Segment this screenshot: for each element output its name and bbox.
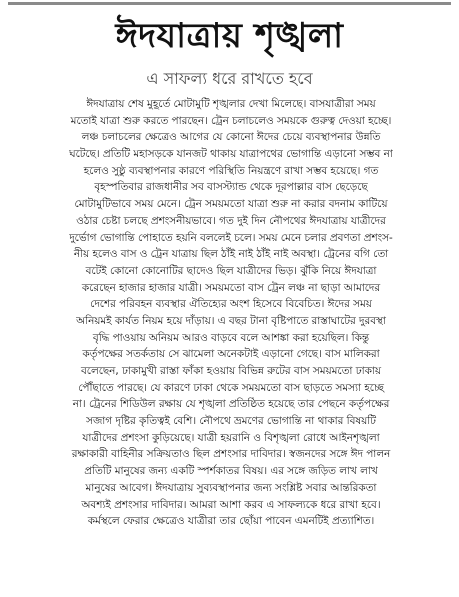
body-line: অনিয়মই কার্যত নিয়ম হয়ে দাঁড়ায়। এ বছর টানা বৃষ্টিপাতে রাস্তাঘাটের দুরবস্থা [76, 314, 386, 327]
body-line: অবশ্যই প্রশংসার দাবিদার। আমরা আশা করব এ সাফল্যকে ধরে রাখা হবে। [81, 498, 381, 511]
body-line: মানুষের আবেগ। ঈদযাত্রায় সুব্যবস্থাপনার জন্য সংশ্লিষ্ট সবার আন্তরিকতা [85, 481, 377, 494]
body-line: মতোই যাত্রা শুরু করতে পারছেন। ট্রেন চলাচলেও সময়কে গুরুত্ব দেওয়া হচ্ছে। [70, 114, 392, 127]
body-line: মোটামুটিভাবে সময় মেনে। ট্রেন সময়মতো যাত্রা শুরু না করার বদনাম কাটিয়ে [74, 198, 388, 211]
subheadline: এ সাফল্য ধরে রাখতে হবে [146, 69, 313, 88]
body-line: কর্মস্থলে ফেরার ক্ষেত্রেও যাত্রীরা তার ছোঁয়া পাবেন এমনটিই প্রত্যাশিত। [87, 515, 375, 528]
body-line: ওঠার চেষ্টা চলছে প্রশংসনীয়ভাবে। গত দুই দিন নৌপথের ঈদযাত্রায় যাত্রীদের [76, 214, 386, 227]
body-line: সজাগ দৃষ্টির কৃতিত্বই বেশি। নৌপথে ভ্রমণের ভোগান্তি না থাকার বিষয়টি [86, 415, 376, 428]
body-line: নীয় হলেও বাস ও ট্রেন যাত্রায় ছিল ঠাঁই নাই ঠাঁই নাই অবস্থা। ট্রেনের বগি তো [73, 248, 389, 261]
body-line: করেছেন হাজার হাজার যাত্রী। সময়মতো বাস ট্রেন লঞ্চ না ছাড়া আমাদের [81, 281, 381, 294]
body-line: যাত্রীদের প্রশংসা কুড়িয়েছে। যাত্রী হয়রানি ও বিশৃঙ্খলা রোধে আইনশৃঙ্খলা [82, 431, 380, 444]
body-line: পৌঁছাতে পারছে। যে কারণে ঢাকা থেকে সময়মতো বাস ছাড়তে সমস্যা হচ্ছে [78, 381, 384, 394]
body-line: ঘটেছে। প্রতিটি মহাসড়কে যানজট থাকায় যাত্রাপথের ভোগান্তি এড়ানো সম্ভব না [69, 148, 393, 161]
body-line: না। ট্রেনের শিডিউল রক্ষায় যে শৃঙ্খলা প্রতিষ্ঠিত হয়েছে তার পেছনে কর্তৃপক্ষের [72, 398, 390, 411]
body-line: রক্ষাকারী বাহিনীর সক্রিয়তাও ছিল প্রশংসার দাবিদার। স্বজনদের সঙ্গে ঈদ পালন [71, 448, 391, 461]
article-body [17, 96, 445, 547]
body-line: কর্তৃপক্ষের সতর্কতায় সে ঝামেলা অনেকটাই এড়ানো গেছে। বাস মালিকরা [82, 348, 380, 361]
body-line: দেশের পরিবহন ব্যবস্থার ঐতিহ্যের অংশ হিসেবে বিবেচিত। ঈদের সময় [90, 298, 372, 311]
body-line [17, 530, 445, 547]
body-line: বৃদ্ধি পাওয়ায় অনিয়ম আরও বাড়বে বলে আশঙ্কা করা হয়েছিল। কিন্তু [92, 331, 370, 344]
headline: ঈদযাত্রায় শৃঙ্খলা [115, 16, 344, 56]
body-line: দুর্ভোগ ভোগান্তি পোহাতে হয়নি বললেই চলে। সময় মেনে চলার প্রবণতা প্রশংস- [69, 231, 393, 244]
body-line: প্রতিটি মানুষের জন্য একটি স্পর্শকাতর বিষয়। এর সঙ্গে জড়িত লাখ লাখ [84, 465, 378, 478]
body-line: বৃহস্পতিবার রাজধানীর সব বাসস্ট্যান্ড থেকে দূরপাল্লার বাস ছেড়েছে [94, 181, 368, 194]
body-line: লঞ্চ চলাচলের ক্ষেত্রেও আগের যে কোনো ঈদের চেয়ে ব্যবস্থাপনার উন্নতি [81, 131, 381, 144]
body-line: ঈদযাত্রায় শেষ মুহূর্তে মোটামুটি শৃঙ্খলার দেখা মিলেছে। বাসযাত্রীরা সময় [86, 98, 376, 110]
body-line: বটেই কোনো কোনোটির ছাদেও ছিল যাত্রীদের ভিড়। ঝুঁকি নিয়ে ঈদযাত্রা [85, 264, 377, 277]
body-line: বলেছেন, ঢাকামুখী রাস্তা ফাঁকা হওয়ায় বিভিন্ন রুটের বাস সময়মতো ঢাকায় [81, 365, 381, 377]
body-line: হলেও সুষ্ঠু ব্যবস্থাপনার কারণে পরিস্থিতি নিয়ন্ত্রণে রাখা সম্ভব হয়েছে। গত [83, 164, 379, 177]
